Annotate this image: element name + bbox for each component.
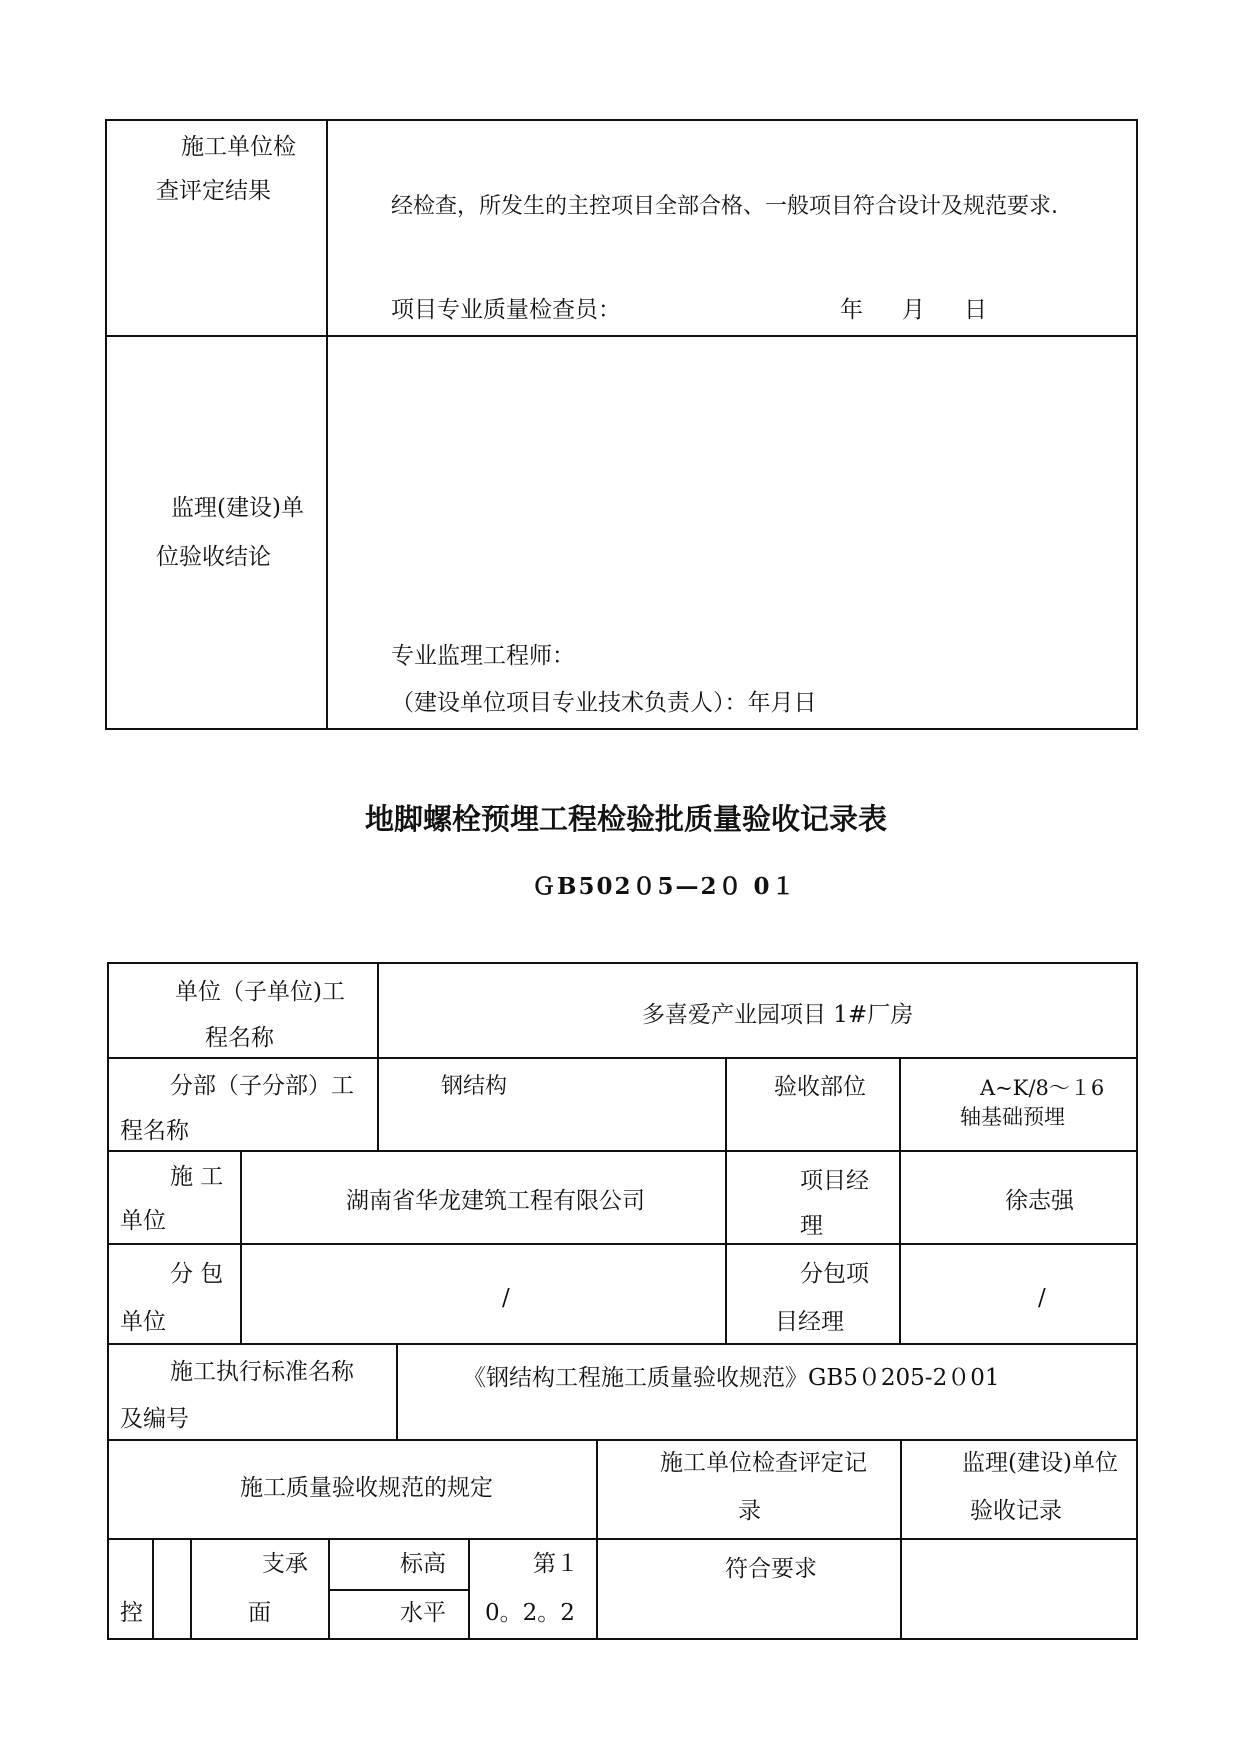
subcontractor-value: / bbox=[502, 1285, 510, 1311]
elevation-label: 标高 bbox=[400, 1551, 446, 1577]
form-vline-unit bbox=[377, 962, 379, 1058]
top-table-row-divider bbox=[105, 335, 1138, 337]
project-manager-label-line1: 项目经 bbox=[800, 1168, 869, 1194]
standard-label-line1: 施工执行标准名称 bbox=[170, 1359, 354, 1385]
form-vline-bot-3 bbox=[328, 1538, 330, 1640]
acceptance-part-value-line2: 轴基础预埋 bbox=[960, 1105, 1065, 1129]
form-vline-super bbox=[900, 1439, 902, 1640]
standard-code: ＧB502０5—2０ 0１ bbox=[532, 873, 797, 900]
form-vline-standard bbox=[396, 1343, 398, 1440]
acceptance-part-label: 验收部位 bbox=[774, 1074, 866, 1100]
project-manager-value: 徐志强 bbox=[1005, 1188, 1074, 1214]
sub-pm-value: / bbox=[1038, 1285, 1046, 1311]
document-title: 地脚螺栓预埋工程检验批质量验收记录表 bbox=[365, 802, 888, 836]
standard-value: 《钢结构工程施工质量验收规范》GB5０205-2０01 bbox=[463, 1365, 1000, 1391]
date-day: 日 bbox=[964, 297, 987, 323]
level-label: 水平 bbox=[400, 1600, 446, 1626]
form-vline-bot-2 bbox=[190, 1538, 192, 1640]
supervising-engineer-label: 专业监理工程师： bbox=[391, 643, 575, 669]
control-item-label: 控 bbox=[120, 1600, 143, 1626]
contractor-record-header-line1: 施工单位检查评定记 bbox=[660, 1450, 867, 1476]
form-vline-right-a bbox=[899, 1057, 901, 1344]
top-table-col-divider bbox=[326, 119, 328, 730]
quality-inspector-label: 项目专业质量检查员： bbox=[391, 297, 621, 323]
date-month: 月 bbox=[902, 297, 925, 323]
subcontractor-label-line2: 单位 bbox=[120, 1309, 166, 1335]
form-vline-mid-a bbox=[725, 1057, 727, 1344]
subdivision-label-line2: 程名称 bbox=[120, 1118, 189, 1144]
contractor-check-label-line1: 施工单位检 bbox=[181, 134, 296, 160]
form-hline-7 bbox=[328, 1589, 468, 1591]
project-manager-label-line2: 理 bbox=[800, 1213, 823, 1239]
clause-number-line1: 第１ bbox=[533, 1551, 579, 1577]
supervision-record-header-line1: 监理(建设)单位 bbox=[962, 1450, 1118, 1476]
form-vline-sub bbox=[377, 1057, 379, 1151]
subdivision-value: 钢结构 bbox=[441, 1074, 508, 1099]
form-vline-bot-1 bbox=[152, 1538, 154, 1640]
date-year: 年 bbox=[840, 297, 863, 323]
form-hline-1 bbox=[107, 1057, 1138, 1059]
form-vline-left-short bbox=[240, 1150, 242, 1344]
contractor-check-label-line2: 查评定结果 bbox=[156, 178, 271, 204]
owner-representative-label: （建设单位项目专业技术负责人）：年月日 bbox=[391, 690, 817, 716]
acceptance-part-value-line1: A~K/8～１6 bbox=[980, 1076, 1105, 1100]
contractor-label-line2: 单位 bbox=[120, 1208, 166, 1234]
contractor-record-header-line2: 录 bbox=[738, 1498, 761, 1524]
support-surface-line1: 支承 bbox=[262, 1551, 308, 1577]
inspection-statement: 经检查，所发生的主控项目全部合格、一般项目符合设计及规范要求. bbox=[391, 194, 1058, 219]
unit-name-value: 多喜爱产业园项目 1#厂房 bbox=[642, 1002, 914, 1028]
support-surface-line2: 面 bbox=[248, 1600, 271, 1626]
unit-name-label-line2: 程名称 bbox=[205, 1025, 274, 1051]
subdivision-label-line1: 分部（子分部）工 bbox=[170, 1073, 354, 1099]
unit-name-label-line1: 单位（子单位)工 bbox=[175, 979, 345, 1005]
form-hline-2 bbox=[107, 1150, 1138, 1152]
supervision-label-line1: 监理(建设)单 bbox=[171, 495, 304, 521]
form-vline-spec bbox=[596, 1439, 598, 1640]
subcontractor-label-line1: 分 包 bbox=[170, 1261, 224, 1287]
supervision-record-header-line2: 验收记录 bbox=[970, 1498, 1062, 1524]
form-hline-3 bbox=[107, 1243, 1138, 1245]
check-result: 符合要求 bbox=[725, 1556, 817, 1582]
sub-pm-label-line2: 目经理 bbox=[775, 1309, 844, 1335]
supervision-label-line2: 位验收结论 bbox=[156, 544, 271, 570]
standard-label-line2: 及编号 bbox=[120, 1406, 189, 1432]
form-hline-4 bbox=[107, 1343, 1138, 1345]
form-hline-6 bbox=[107, 1538, 1138, 1540]
contractor-label-line1: 施 工 bbox=[170, 1164, 224, 1190]
contractor-value: 湖南省华龙建筑工程有限公司 bbox=[346, 1188, 645, 1214]
clause-number-line2: 0。2。2 bbox=[485, 1600, 575, 1626]
spec-header: 施工质量验收规范的规定 bbox=[240, 1475, 493, 1501]
form-hline-5 bbox=[107, 1439, 1138, 1441]
sub-pm-label-line1: 分包项 bbox=[800, 1261, 869, 1287]
form-vline-bot-4 bbox=[468, 1538, 470, 1640]
